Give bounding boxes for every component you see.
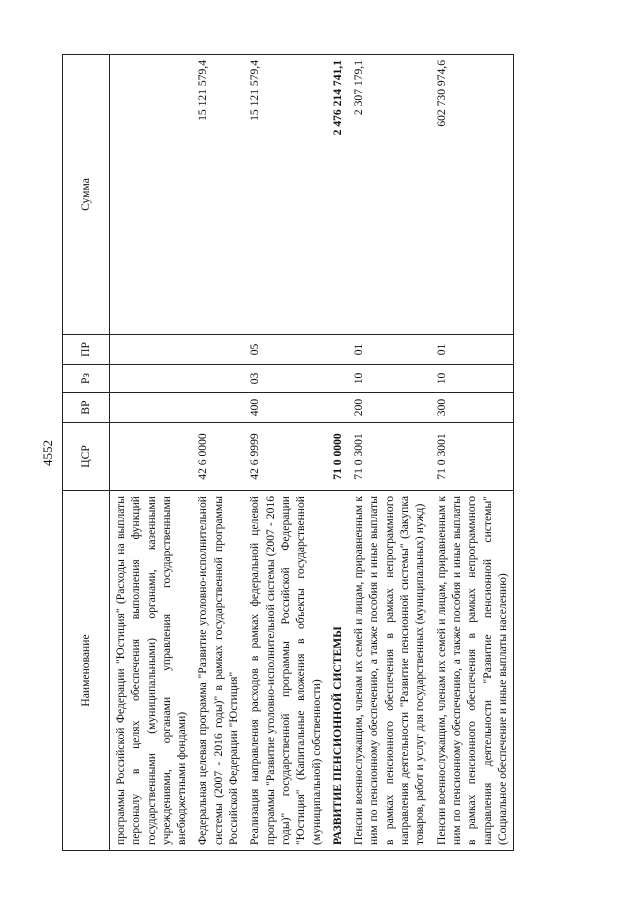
budget-table — [62, 54, 514, 851]
row-csr: 71 0 3001 — [348, 422, 430, 490]
row-csr: 71 0 3001 — [431, 422, 514, 490]
row-csr: 42 6 9999 — [244, 422, 326, 490]
header-csr: ЦСР — [63, 422, 110, 490]
row-name: Реализация направления расходов в рамках федеральной целевой программы "Развитие уголовно-исполнительной системы (2007 - 2016 годы)" государственной программы Российской Федерации "Юстиция" (Капитальные вложения в объекты государственной (муниципальной) собственности) — [244, 490, 326, 850]
row-pr: 05 — [244, 334, 326, 364]
header-pr: ПР — [63, 334, 110, 364]
row-sum — [110, 54, 193, 334]
row-rz — [192, 364, 244, 392]
row-vr: 400 — [244, 392, 326, 422]
row-csr: 71 0 0000 — [327, 422, 348, 490]
row-name: Пенсии военнослужащим, членам их семей и лицам, приравненным к ним по пенсионному обеспечению, а также пособия и иные выплаты в рамках пенсионного обеспечения в рамках непрограммного направления деятельности "Развитие пенсионной системы" (Закупка товаров, работ и услуг для государственных (муниципальных) нужд) — [348, 490, 430, 850]
row-vr — [192, 392, 244, 422]
row-sum: 15 121 579,4 — [192, 54, 244, 334]
row-pr: 01 — [348, 334, 430, 364]
row-sum: 602 730 974,6 — [431, 54, 514, 334]
row-rz: 03 — [244, 364, 326, 392]
table-header-row — [63, 54, 110, 850]
header-sum: Сумма — [63, 54, 110, 334]
table-row — [327, 54, 348, 850]
row-vr: 300 — [431, 392, 514, 422]
table-row — [110, 54, 193, 850]
table-row — [244, 54, 326, 850]
row-pr: 01 — [431, 334, 514, 364]
row-pr — [327, 334, 348, 364]
row-name: Федеральная целевая программа "Развитие уголовно-исполнительной системы (2007 - 2016 годы)" в рамках государственной программы Российской Федерации "Юстиция" — [192, 490, 244, 850]
rotated-page — [40, 43, 600, 863]
table-row — [431, 54, 514, 850]
row-sum: 2 476 214 741,1 — [327, 54, 348, 334]
header-rz: Рз — [63, 364, 110, 392]
table-row — [192, 54, 244, 850]
header-vr: ВР — [63, 392, 110, 422]
row-csr — [110, 422, 193, 490]
row-name: Пенсии военнослужащим, членам их семей и лицам, приравненным к ним по пенсионному обеспечению, а также пособия и иные выплаты в рамках пенсионного обеспечения в рамках непрограммного направления деятельности "Развитие пенсионной системы" (Социальное обеспечение и иные выплаты населению) — [431, 490, 514, 850]
row-rz — [327, 364, 348, 392]
row-vr — [327, 392, 348, 422]
row-name: РАЗВИТИЕ ПЕНСИОННОЙ СИСТЕМЫ — [327, 490, 348, 850]
row-rz — [110, 364, 193, 392]
row-rz: 10 — [348, 364, 430, 392]
row-pr — [192, 334, 244, 364]
row-sum: 2 307 179,1 — [348, 54, 430, 334]
row-vr: 200 — [348, 392, 430, 422]
table-row — [348, 54, 430, 850]
row-name: программы Российской Федерации "Юстиция" (Расходы на выплаты персоналу в целях обеспечения выполнения функций государственными (муниципальными) органами, казенными учреждениями, органами управления государственными внебюджетными фондами) — [110, 490, 193, 850]
page-number: 4552 — [40, 439, 55, 466]
row-sum: 15 121 579,4 — [244, 54, 326, 334]
row-rz: 10 — [431, 364, 514, 392]
row-csr: 42 6 0000 — [192, 422, 244, 490]
row-vr — [110, 392, 193, 422]
header-name: Наименование — [63, 490, 110, 850]
row-pr — [110, 334, 193, 364]
